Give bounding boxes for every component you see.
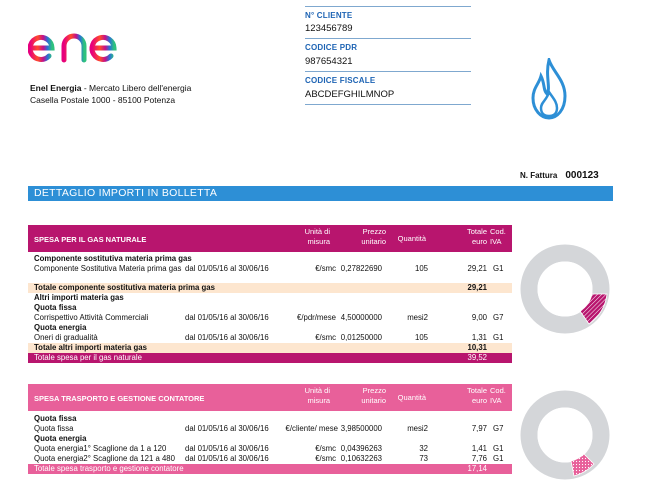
table-cell: 73	[419, 454, 428, 463]
table-cell: 0,04396263	[340, 444, 382, 453]
transport-heading: SPESA TRASPORTO E GESTIONE CONTATORE	[34, 394, 205, 403]
table-cell: 1,31	[471, 333, 487, 342]
table-cell: Quota energia	[34, 434, 87, 443]
section-subtitle	[28, 414, 512, 424]
col-unit-header: Unità di misura	[304, 227, 330, 246]
section-subtitle	[28, 303, 512, 313]
table-cell: dal 01/05/16 al 30/06/16	[185, 444, 269, 453]
company-address: Casella Postale 1000 - 85100 Potenza	[30, 95, 176, 105]
table-cell: €/smc	[315, 333, 336, 342]
total-row	[28, 353, 512, 363]
table-cell: G7	[493, 313, 504, 322]
subtotal-row	[28, 283, 512, 293]
gas-donut-chart	[518, 242, 612, 336]
col-total-header: Totale euro	[466, 227, 487, 246]
section-subtitle	[28, 293, 512, 303]
transport-header	[28, 384, 512, 411]
gas-flame-icon	[531, 58, 567, 120]
table-cell: 105	[414, 333, 428, 342]
table-cell: Corrispettivo Attività Commerciali	[34, 313, 149, 322]
col-qty-header: Quantità	[397, 234, 426, 243]
table-cell: dal 01/05/16 al 30/06/16	[185, 454, 269, 463]
fiscal-value: ABCDEFGHILMNOP	[305, 86, 471, 105]
table-cell: €/smc	[315, 264, 336, 273]
col-qty-header: Quantità	[397, 393, 426, 402]
table-cell: G7	[493, 424, 504, 433]
section-subtitle	[28, 323, 512, 333]
client-label: N° CLIENTE	[305, 6, 471, 20]
table-cell: Componente Sostitutiva Materia prima gas	[34, 264, 182, 273]
table-cell: Totale spesa per il gas naturale	[34, 353, 142, 362]
table-cell: G1	[493, 454, 504, 463]
company-info	[30, 82, 191, 106]
table-cell: Totale spesa trasporto e gestione contatore	[34, 464, 184, 473]
fiscal-label: CODICE FISCALE	[305, 76, 376, 85]
pdr-value: 987654321	[305, 53, 471, 72]
table-cell: Quota fissa	[34, 424, 74, 433]
table-cell: 9,00	[471, 313, 487, 322]
table-cell: G1	[493, 264, 504, 273]
table-cell: Altri importi materia gas	[34, 293, 124, 302]
table-cell: Quota fissa	[34, 303, 77, 312]
subtotal-row	[28, 343, 512, 353]
table-cell: Totale componente sostitutiva materia prima gas	[34, 283, 215, 292]
table-cell: Componente sostitutiva materia prima gas	[34, 254, 192, 263]
table-cell: 0,01250000	[340, 333, 382, 342]
table-cell: 10,31	[467, 343, 487, 352]
table-cell: 17,14	[467, 464, 487, 473]
table-cell: Quota energia	[34, 323, 87, 332]
table-cell: €/pdr/mese	[296, 313, 336, 322]
table-cell: 0,10632263	[340, 454, 382, 463]
table-cell: 29,21	[467, 264, 487, 273]
company-name: Enel Energia	[30, 83, 82, 93]
col-iva-header: Cod. IVA	[490, 386, 506, 405]
table-row	[28, 424, 512, 434]
invoice-label: N. Fattura	[520, 171, 558, 180]
table-cell: Quota energia1° Scaglione da 1 a 120	[34, 444, 167, 453]
table-row	[28, 444, 512, 454]
customer-box	[305, 6, 471, 105]
table-cell: 29,21	[467, 283, 487, 292]
table-cell: 4,50000000	[340, 313, 382, 322]
transport-section	[28, 384, 512, 474]
table-row	[28, 454, 512, 464]
col-iva-header: Cod. IVA	[490, 227, 506, 246]
col-price-header: Prezzo unitario	[361, 227, 386, 246]
table-cell: G1	[493, 444, 504, 453]
table-row	[28, 333, 512, 343]
company-market: - Mercato Libero dell'energia	[81, 83, 192, 93]
table-cell: dal 01/05/16 al 30/06/16	[185, 313, 269, 322]
col-total-header: Totale euro	[466, 386, 487, 405]
section-subtitle	[28, 254, 512, 264]
table-cell: Quota energia2° Scaglione da 121 a 480	[34, 454, 175, 463]
transport-donut-chart	[518, 388, 612, 482]
table-cell: 3,98500000	[340, 424, 382, 433]
enel-logo	[28, 18, 158, 68]
pdr-label: CODICE PDR	[305, 43, 358, 52]
table-cell: dal 01/05/16 al 30/06/16	[185, 424, 269, 433]
page-title: DETTAGLIO IMPORTI IN BOLLETTA	[28, 186, 613, 201]
gas-header	[28, 225, 512, 252]
table-cell: 1,41	[471, 444, 487, 453]
table-cell: Quota fissa	[34, 414, 77, 423]
table-cell: €/cliente/ mese	[285, 424, 338, 433]
table-cell: 0,27822690	[340, 264, 382, 273]
table-cell: 7,97	[471, 424, 487, 433]
table-cell: dal 01/05/16 al 30/06/16	[185, 333, 269, 342]
col-unit-header: Unità di misura	[304, 386, 330, 405]
table-cell: €/smc	[315, 444, 336, 453]
col-price-header: Prezzo unitario	[361, 386, 386, 405]
table-cell: 7,76	[471, 454, 487, 463]
gas-heading: SPESA PER IL GAS NATURALE	[34, 235, 147, 244]
table-cell: 105	[414, 264, 428, 273]
table-cell: mesi2	[407, 424, 428, 433]
table-row	[28, 264, 512, 283]
table-cell: Oneri di gradualità	[34, 333, 98, 342]
invoice-number	[520, 170, 599, 181]
table-cell: 39,52	[467, 353, 487, 362]
table-cell: dal 01/05/16 al 30/06/16	[185, 264, 269, 273]
table-cell: G1	[493, 333, 504, 342]
table-cell: Totale altri importi materia gas	[34, 343, 147, 352]
table-cell: mesi2	[407, 313, 428, 322]
client-value: 123456789	[305, 20, 471, 39]
table-cell: 32	[419, 444, 428, 453]
table-cell: €/smc	[315, 454, 336, 463]
total-row	[28, 464, 512, 474]
invoice-value: 000123	[565, 170, 599, 181]
section-subtitle	[28, 434, 512, 444]
gas-section	[28, 225, 512, 363]
table-row	[28, 313, 512, 323]
